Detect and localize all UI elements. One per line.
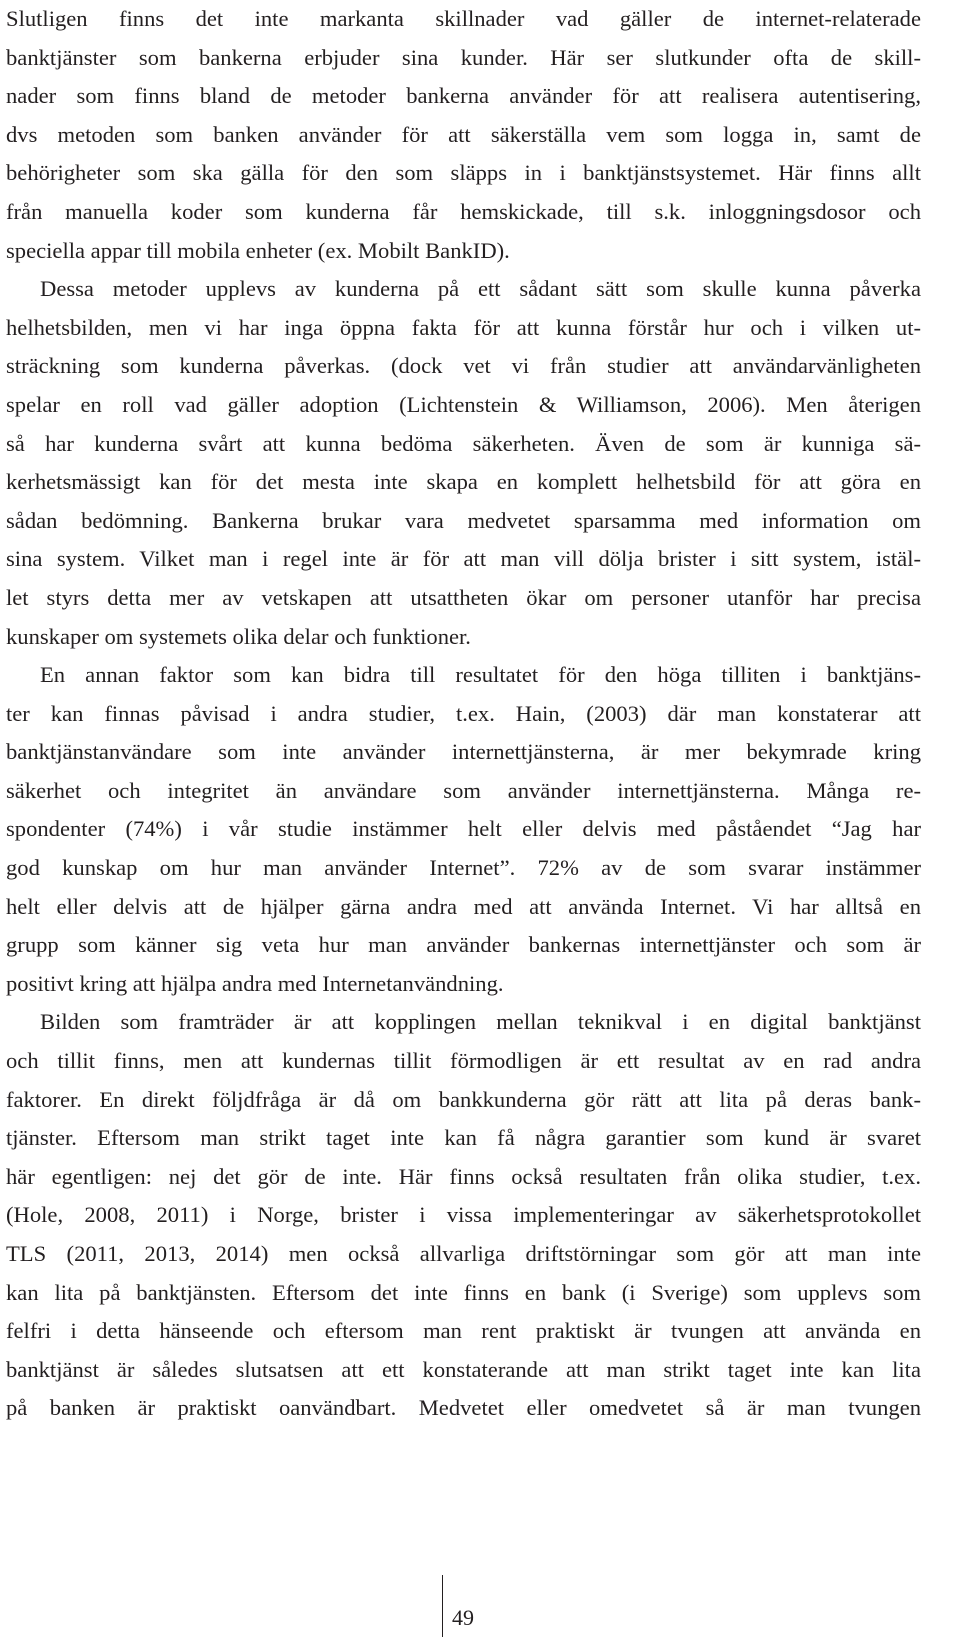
text-line: sådan bedömning. Bankerna brukar vara medvetet sparsamma med information om xyxy=(6,507,921,533)
text-line: kunskaper om systemets olika delar och funktioner. xyxy=(6,623,471,649)
paragraph-2 xyxy=(6,270,921,656)
text-line: banktjänst är således slutsatsen att ett konstaterande att man strikt taget inte kan lita xyxy=(6,1356,921,1382)
text-line: från manuella koder som kunderna får hemskickade, till s.k. inloggningsdosor och xyxy=(6,198,921,224)
text-line: Bilden som framträder är att kopplingen mellan teknikval i en digital banktjänst xyxy=(40,1009,921,1035)
page-footer xyxy=(442,1575,502,1637)
text-line: behörigheter som ska gälla för den som släpps in i banktjänstsystemet. Här finns allt xyxy=(6,160,921,186)
text-line: kerhetsmässigt kan för det mesta inte skapa en komplett helhetsbild för att göra en xyxy=(6,469,921,495)
text-line: tjänster. Eftersom man strikt taget inte kan få några garantier som kund är svaret xyxy=(6,1125,921,1151)
text-line: faktorer. En direkt följdfråga är då om bankkunderna gör rätt att lita på deras bank- xyxy=(6,1086,921,1112)
paragraph-4 xyxy=(6,1003,921,1428)
text-line: sträckning som kunderna påverkas. (dock vet vi från studier att användarvänligheten xyxy=(6,353,921,379)
text-line: (Hole, 2008, 2011) i Norge, brister i vissa implementeringar av säkerhetsprotokollet xyxy=(6,1202,921,1228)
text-line: nader som finns bland de metoder bankerna använder för att realisera autentisering, xyxy=(6,83,921,109)
text-line: let styrs detta mer av vetskapen att utsattheten ökar om personer utanför har precisa xyxy=(6,584,921,610)
footer-rule xyxy=(442,1575,443,1637)
text-line: sina system. Vilket man i regel inte är för att man vill dölja brister i sitt system, istäl- xyxy=(6,546,921,572)
text-line: ter kan finnas påvisad i andra studier, t.ex. Hain, (2003) där man konstaterar att xyxy=(6,700,921,726)
text-line: spondenter (74%) i vår studie instämmer helt eller delvis med påståendet “Jag har xyxy=(6,816,921,842)
text-line: på banken är praktiskt oanvändbart. Medvetet eller omedvetet så är man tvungen xyxy=(6,1395,921,1421)
body-text xyxy=(6,0,921,1428)
text-line: grupp som känner sig veta hur man använder bankernas internettjänster och som är xyxy=(6,932,921,958)
paragraph-1 xyxy=(6,0,921,270)
text-line: kan lita på banktjänsten. Eftersom det inte finns en bank (i Sverige) som upplevs som xyxy=(6,1279,921,1305)
text-line: god kunskap om hur man använder Internet”. 72% av de som svarar instämmer xyxy=(6,855,921,881)
text-line: banktjänster som bankerna erbjuder sina kunder. Här ser slutkunder ofta de skill- xyxy=(6,44,921,70)
text-line: En annan faktor som kan bidra till resultatet för den höga tilliten i banktjäns- xyxy=(40,662,921,688)
page-number: 49 xyxy=(452,1605,474,1630)
text-line: spelar en roll vad gäller adoption (Lichtenstein & Williamson, 2006). Men återigen xyxy=(6,391,921,417)
text-line: positivt kring att hjälpa andra med Internetanvändning. xyxy=(6,970,504,996)
text-line: TLS (2011, 2013, 2014) men också allvarliga driftstörningar som gör att man inte xyxy=(6,1241,921,1266)
text-line: speciella appar till mobila enheter (ex. Mobilt BankID). xyxy=(6,237,510,263)
text-line: och tillit finns, men att kundernas tillit förmodligen är ett resultat av en rad andra xyxy=(6,1048,921,1074)
text-line: banktjänstanvändare som inte använder internettjänsterna, är mer bekymrade kring xyxy=(6,739,921,765)
text-line: dvs metoden som banken använder för att säkerställa vem som logga in, samt de xyxy=(6,121,921,147)
text-line: här egentligen: nej det gör de inte. Här finns också resultaten från olika studier, t.ex. xyxy=(6,1163,921,1189)
paragraph-3 xyxy=(6,656,921,1003)
text-line: felfri i detta hänseende och eftersom man rent praktiskt är tvungen att använda en xyxy=(6,1318,921,1344)
text-line: säkerhet och integritet än användare som använder internettjänsterna. Många re- xyxy=(6,777,921,803)
text-line: helhetsbilden, men vi har inga öppna fakta för att kunna förstår hur och i vilken ut- xyxy=(6,314,921,340)
text-line: helt eller delvis att de hjälper gärna andra med att använda Internet. Vi har alltså en xyxy=(6,893,921,919)
text-line: Dessa metoder upplevs av kunderna på ett sådant sätt som skulle kunna påverka xyxy=(40,276,921,302)
text-line: så har kunderna svårt att kunna bedöma säkerheten. Även de som är kunniga sä- xyxy=(6,430,921,456)
text-line: Slutligen finns det inte markanta skillnader vad gäller de internet-relaterade xyxy=(6,6,921,31)
